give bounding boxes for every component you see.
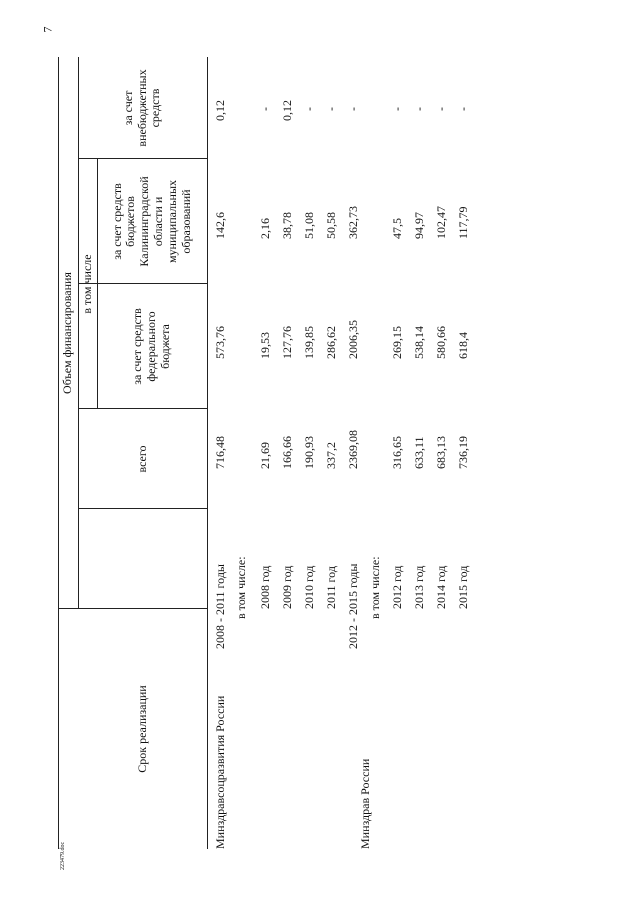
header-including: в том числе	[79, 254, 94, 314]
row-total: 166,66	[280, 436, 294, 469]
row-total: 683,13	[434, 436, 448, 469]
row-regional: 51,08	[302, 212, 316, 239]
org-label-2: Минздрав России	[358, 758, 372, 849]
row-extra: 0,12	[213, 100, 227, 121]
row-period: 2012 - 2015 годы	[346, 563, 360, 649]
financing-table	[58, 57, 578, 849]
row-regional: 47,5	[390, 218, 404, 239]
row-federal: 618,4	[456, 332, 470, 359]
header-federal: за счет средств федерального бюджета	[130, 308, 172, 385]
page-number	[28, 22, 68, 42]
header-total: всего	[134, 445, 149, 473]
row-period: 2015 год	[456, 565, 470, 609]
row-period: в том числе:	[368, 556, 382, 619]
org-label-1: Минздравсоцразвития России	[213, 695, 227, 849]
row-extra: -	[390, 107, 404, 111]
row-total: 316,65	[390, 436, 404, 469]
header-volume: Объем финансирования	[60, 272, 75, 394]
header-period: Срок реализации	[134, 685, 149, 773]
row-extra: -	[324, 107, 338, 111]
row-total: 2369,08	[346, 430, 360, 469]
row-total: 21,69	[258, 442, 272, 469]
row-federal: 2006,35	[346, 320, 360, 359]
row-federal: 580,66	[434, 326, 448, 359]
document-code: 223479.doc	[60, 841, 66, 870]
row-federal: 19,53	[258, 332, 272, 359]
row-extra: -	[434, 107, 448, 111]
header-regional: за счет средств бюджетов Калининградской области и муниципальных образований	[109, 176, 193, 267]
header-bottom-border	[207, 57, 208, 849]
row-federal: 139,85	[302, 326, 316, 359]
row-federal: 286,62	[324, 326, 338, 359]
row-period: 2008 - 2011 годы	[213, 564, 227, 649]
row-total: 736,19	[456, 436, 470, 469]
row-period: 2013 год	[412, 565, 426, 609]
row-regional: 50,58	[324, 212, 338, 239]
row-period: 2010 год	[302, 565, 316, 609]
row-federal: 573,76	[213, 326, 227, 359]
row-regional: 142,6	[213, 212, 227, 239]
row-period: 2011 год	[324, 566, 338, 609]
row-period: 2012 год	[390, 565, 404, 609]
header-extrabudget: за счет внебюджетных средств	[120, 69, 163, 147]
row-period: 2014 год	[434, 565, 448, 609]
row-total: 190,93	[302, 436, 316, 469]
row-regional: 362,73	[346, 206, 360, 239]
row-extra: -	[412, 107, 426, 111]
row-period: в том числе:	[234, 556, 248, 619]
row-regional: 117,79	[456, 206, 470, 239]
row-regional: 2,16	[258, 218, 272, 239]
row-federal: 127,76	[280, 326, 294, 359]
row-total: 633,11	[412, 436, 426, 469]
row-period: 2008 год	[258, 565, 272, 609]
row-extra: -	[346, 107, 360, 111]
page-number-text: 7	[40, 26, 55, 33]
row-federal: 538,14	[412, 326, 426, 359]
row-total: 716,48	[213, 436, 227, 469]
row-extra: -	[258, 107, 272, 111]
row-regional: 94,97	[412, 212, 426, 239]
row-regional: 102,47	[434, 206, 448, 239]
row-extra: -	[302, 107, 316, 111]
row-federal: 269,15	[390, 326, 404, 359]
row-total: 337,2	[324, 442, 338, 469]
row-period: 2009 год	[280, 565, 294, 609]
row-extra: -	[456, 107, 470, 111]
row-regional: 38,78	[280, 212, 294, 239]
row-extra: 0,12	[280, 100, 294, 121]
